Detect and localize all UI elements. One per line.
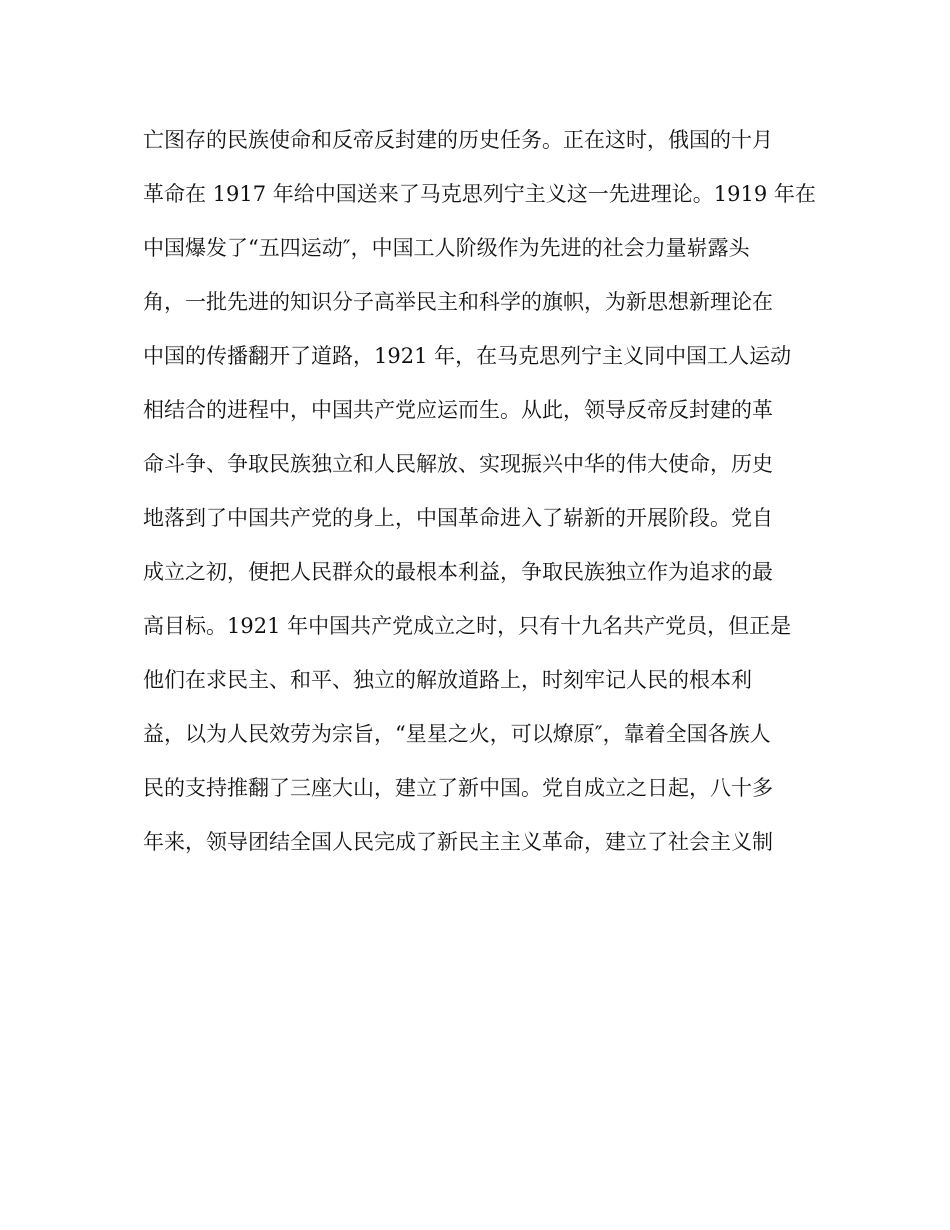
- text-line: 益，以为人民效劳为宗旨，“星星之火，可以燎原″，靠着全国各族人: [143, 722, 771, 746]
- text-line: 亡图存的民族使命和反帝反封建的历史任务。正在这时，俄国的十月: [143, 128, 773, 152]
- body-text: [143, 122, 823, 878]
- text-line: 角，一批先进的知识分子高举民主和科学的旗帜，为新思想新理论在: [143, 290, 773, 314]
- text-line: 中国爆发了“五四运动″，中国工人阶级作为先进的社会力量崭露头: [143, 236, 750, 260]
- text-line: 高目标。1921 年中国共产党成立之时，只有十九名共产党员，但正是: [143, 614, 792, 638]
- text-line: 年来，领导团结全国人民完成了新民主主义革命，建立了社会主义制: [143, 830, 773, 854]
- text-line: 相结合的进程中，中国共产党应运而生。从此，领导反帝反封建的革: [143, 398, 773, 422]
- text-line: 成立之初，便把人民群众的最根本利益，争取民族独立作为追求的最: [143, 560, 773, 584]
- text-line: 民的支持推翻了三座大山，建立了新中国。党自成立之日起，八十多: [143, 776, 773, 800]
- text-line: 命斗争、争取民族独立和人民解放、实现振兴中华的伟大使命，历史: [143, 452, 773, 476]
- text-line: 中国的传播翻开了道路，1921 年，在马克思列宁主义同中国工人运动: [143, 344, 792, 368]
- text-line: 地落到了中国共产党的身上，中国革命进入了崭新的开展阶段。党自: [143, 506, 773, 530]
- text-line: 革命在 1917 年给中国送来了马克思列宁主义这一先进理论。1919 年在: [143, 182, 816, 206]
- text-line: 他们在求民主、和平、独立的解放道路上，时刻牢记人民的根本利: [143, 668, 752, 692]
